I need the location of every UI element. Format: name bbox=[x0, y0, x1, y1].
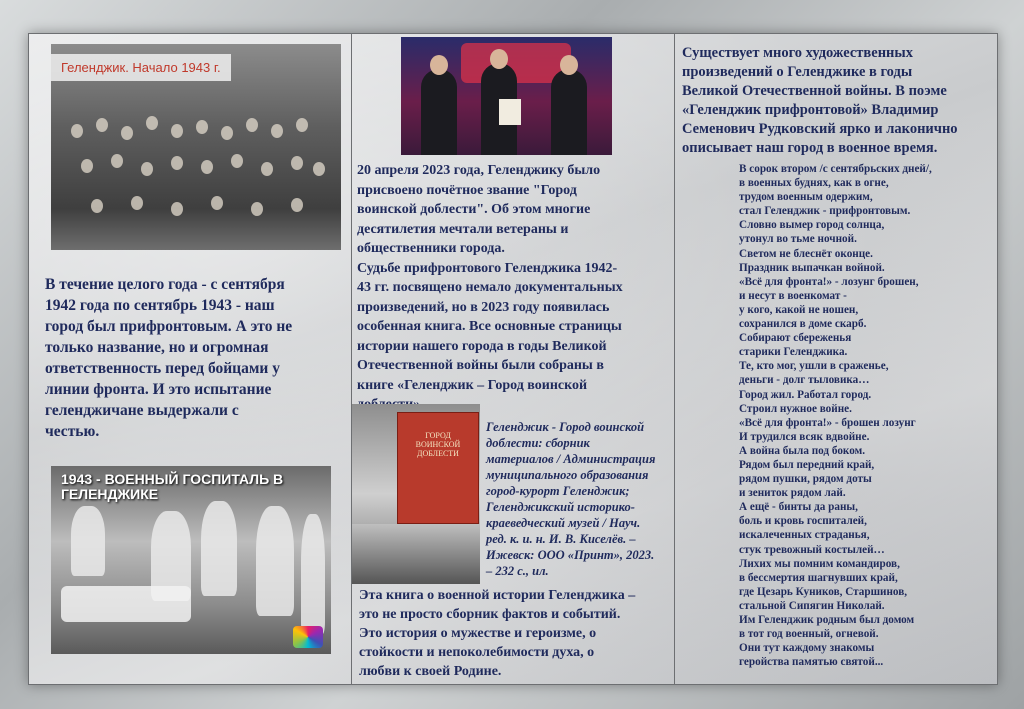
crowd-figures bbox=[51, 104, 341, 250]
hospital-caption: 1943 - ВОЕННЫЙ ГОСПИТАЛЬ В ГЕЛЕНДЖИКЕ bbox=[61, 471, 284, 502]
wartime-harbor-photo bbox=[352, 524, 480, 584]
column-middle bbox=[351, 34, 675, 684]
book-bibliography: Геленджик - Город воинской доблести: сборник материалов / Администрация муниципального образования город-курорт Геленджик; Геленджикский историко- краеведческий музей / Науч. ред. к. и. н. И. В. Киселёв. – Ижевск: ООО «Принт», 2023. – 232 с., ил. bbox=[486, 420, 656, 578]
frontline-intro-text: В течение целого года - с сентября 1942 года по сентябрь 1943 - наш город был прифронтовым. А это не только название, но и огромная ответственность перед бойцами у линии фронта. И это испытание геленджичане выдержали с честью. bbox=[45, 276, 293, 440]
content-panel bbox=[28, 33, 998, 685]
military-hospital-photo bbox=[51, 466, 331, 654]
book-cover: ГОРОД ВОИНСКОЙ ДОБЛЕСТИ bbox=[397, 412, 479, 524]
poem-text: В сорок втором /с сентябрьских дней/, в военных буднях, как в огне, трудом военным одержим, стал Геленджик - прифронтовым. Словно вымер город солнца, утонул во тьме ночной. Светом не блеснёт оконце. Праздник выпачкан войной. «Всё для фронта!» - лозунг брошен, и несут в военкомат - у кого, какой не ношен, сохранился в доме скарб. Собирают сбереженья старики Геленджика. Те, кто мог, ушли в сраженье, деньги - долг тыловика… Город жил. Работал город. Строил нужное войне. «Всё для фронта!» - брошен лозунг И трудился всяк вдвойне. А война была под боком. Рядом был передний край, рядом пушки, рядом доты и зениток рядом лай. А ещё - бинты да раны, боль и кровь госпиталей, искалеченных страданья, стук тревожный костылей… Лихих мы помним командиров, в бессмертия шагнувших край, где Цезарь Куников, Старшинов, стальной Сипягин Николай. Им Геленджик родным был домом в тот год военный, огневой. Они тут каждому знакомы геройства памятью святой... bbox=[739, 163, 932, 669]
book-collage-photo bbox=[352, 404, 480, 584]
honorary-title-text: 20 апреля 2023 года, Геленджику было присвоено почётное звание "Город воинской доблести". Об этом многие десятилетия мечтали ветераны и общественники города. Судьбе прифронтового Геленджика 1942- 43 гг. посвящено немало документальных произведений, но в 2023 году появилась особенная книга. Все основные страницы истории нашего города в годы Великой Отечественной войны были собраны в книге «Геленджик – Город воинской bbox=[357, 163, 623, 393]
column-left bbox=[29, 34, 352, 684]
children-1943-photo bbox=[51, 44, 341, 250]
museum-logo-icon bbox=[293, 626, 323, 648]
book-description-text: Эта книга о военной истории Геленджика – это не просто сборник фактов и событий. Это история о мужестве и героизме, о стойкости и непоколебимости духа, о любви к своей Родине. bbox=[359, 588, 636, 679]
poem-intro-text: Существует много художественных произведений о Геленджике в годы Великой Отечественной войны. В поэме «Геленджик прифронтовой» Владимир Семенович Рудковский ярко и лаконично описывает наш город в военное время. bbox=[682, 45, 958, 156]
column-right bbox=[674, 34, 997, 684]
award-ceremony-photo bbox=[401, 37, 612, 155]
photo-caption: Геленджик. Начало 1943 г. bbox=[51, 54, 231, 81]
diploma-icon bbox=[499, 99, 521, 125]
